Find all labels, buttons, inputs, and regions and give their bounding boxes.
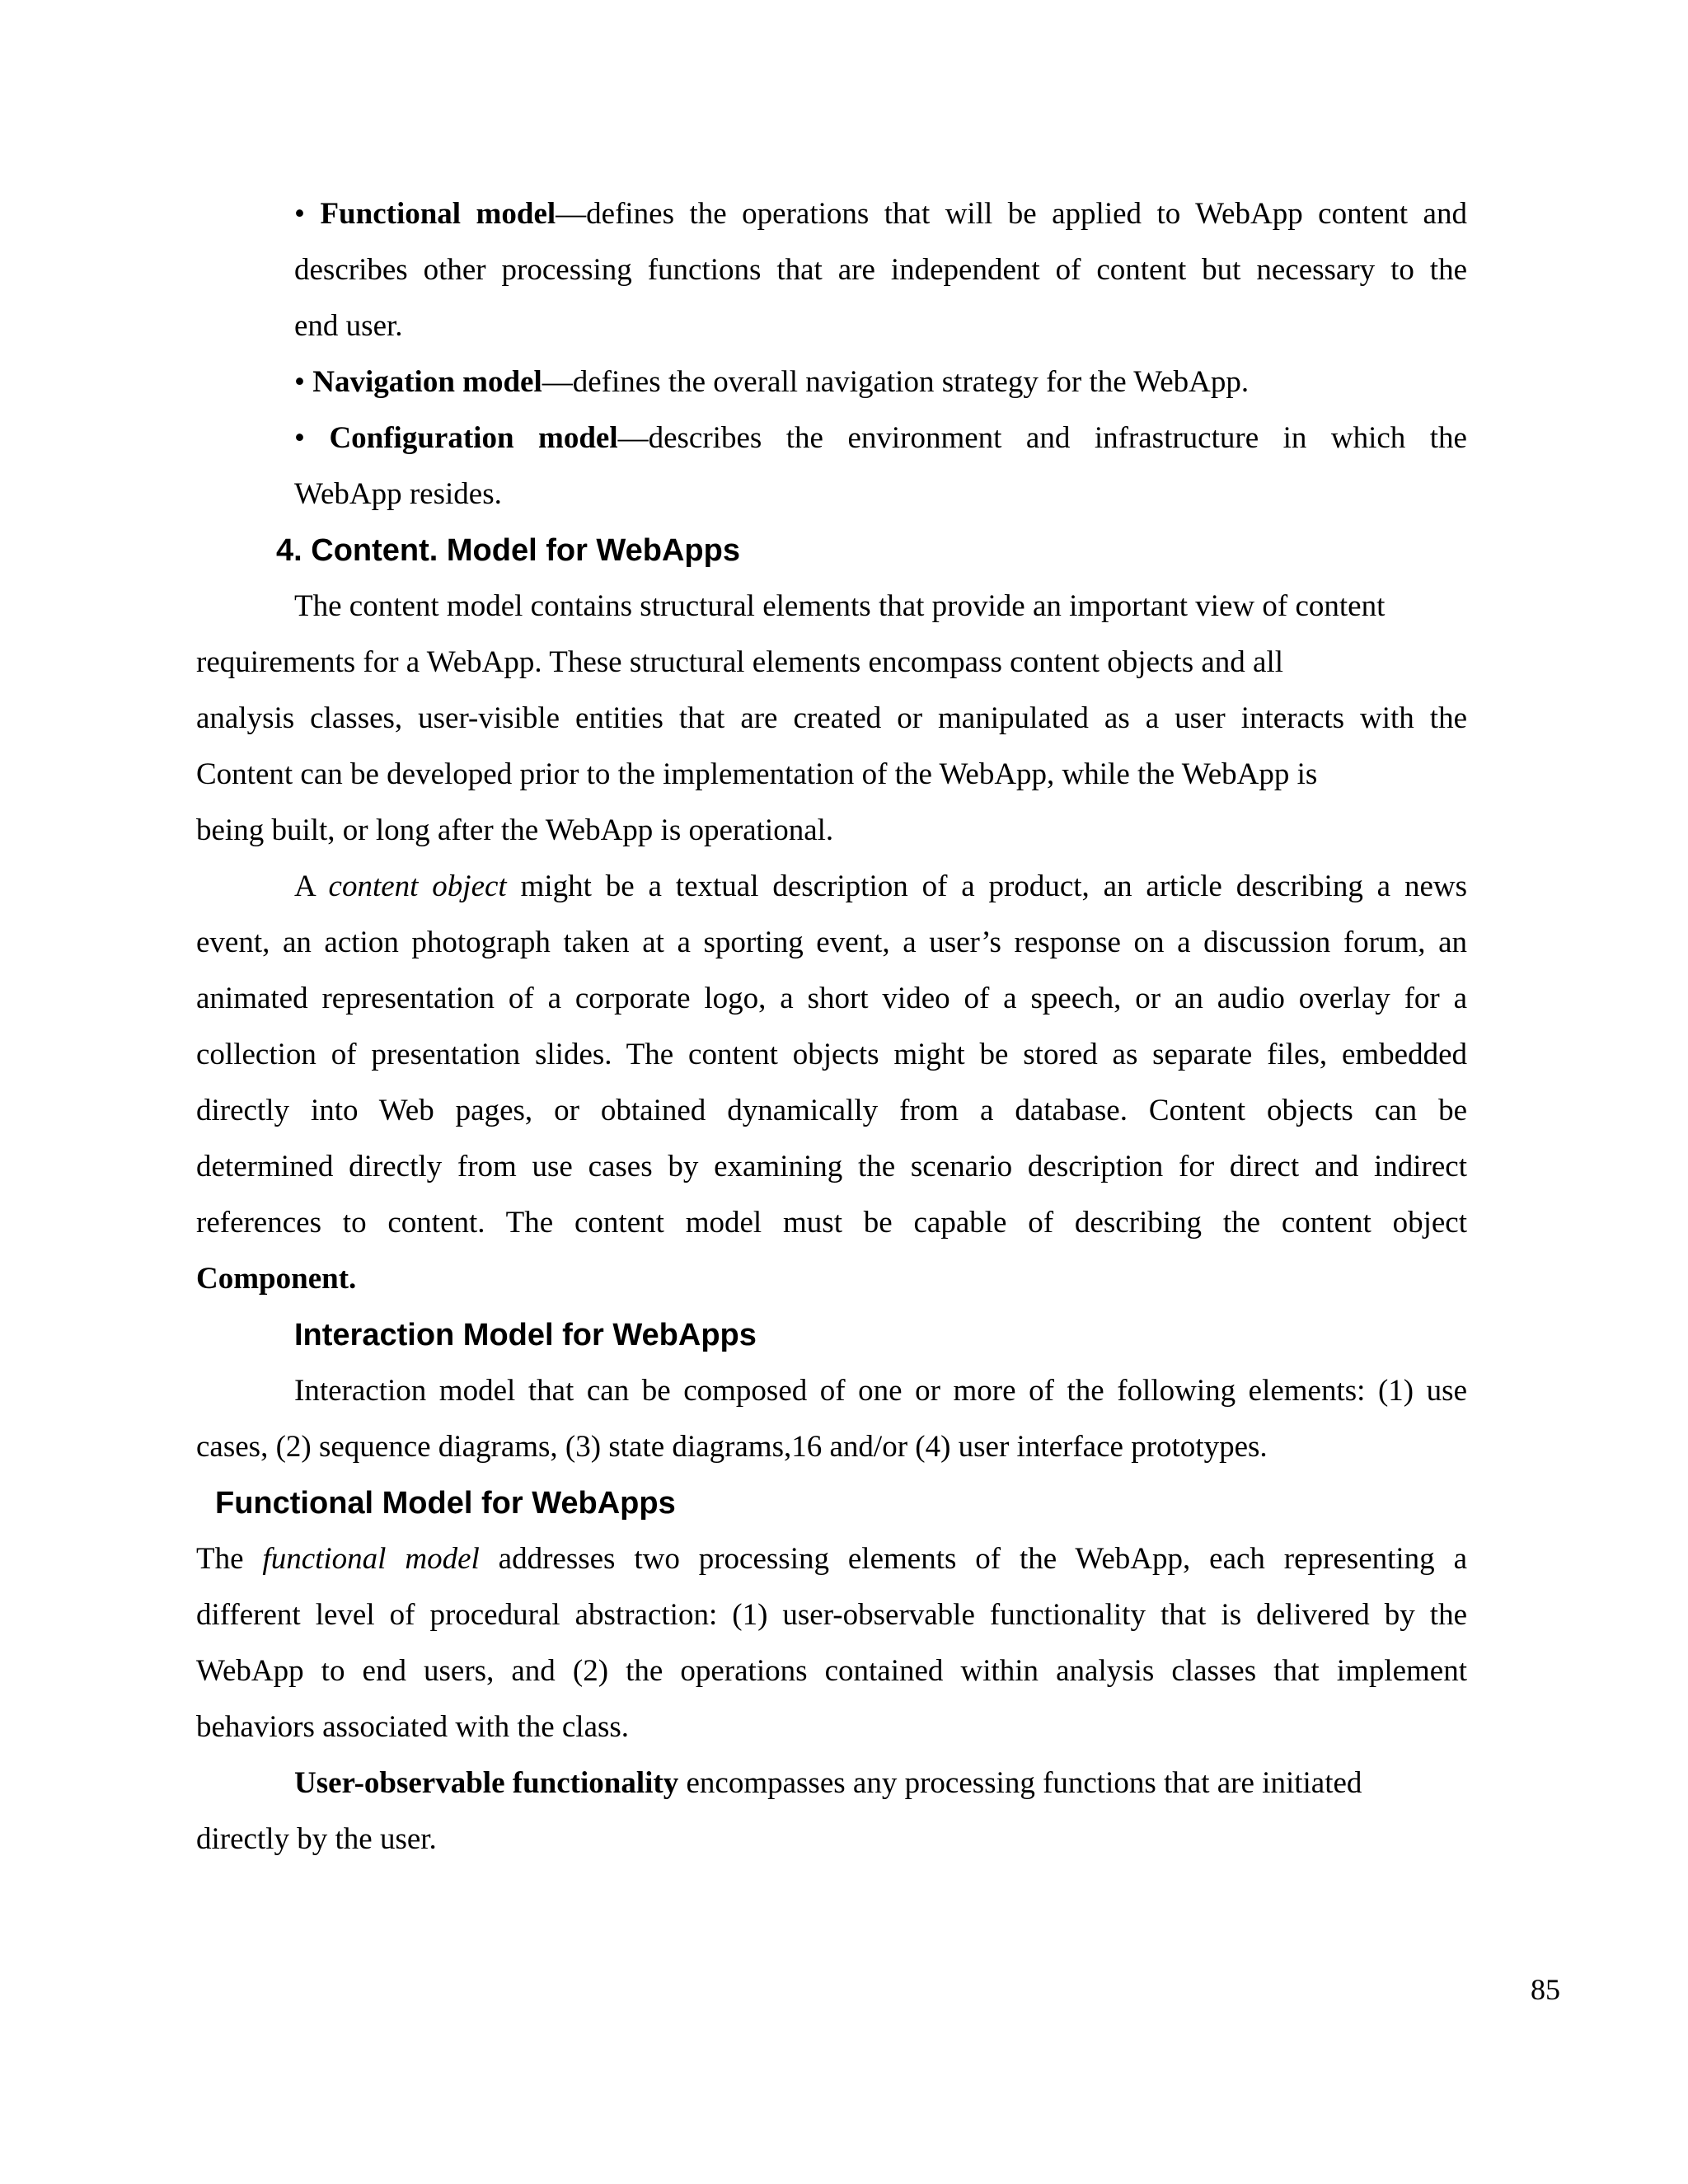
- paragraph-line: event, an action photograph taken at a sporting event, a user’s response on a discussion forum, an: [196, 926, 1467, 959]
- heading-interaction-model: Interaction Model for WebApps: [294, 1318, 757, 1352]
- paragraph-line: different level of procedural abstraction: (1) user-observable functionality that is delivered by the: [196, 1598, 1467, 1632]
- bullet-text: —defines the overall navigation strategy for the WebApp.: [542, 365, 1250, 399]
- paragraph-line: [196, 1261, 356, 1297]
- paragraph-text: The: [196, 1542, 263, 1576]
- bullet-configuration-model: • Configuration model—describes the environment and infrastructure in which the: [294, 421, 1467, 455]
- paragraph-line: WebApp to end users, and (2) the operations contained within analysis classes that implement: [196, 1654, 1467, 1688]
- term-functional-model-italic: functional model: [262, 1542, 480, 1576]
- paragraph-line: [196, 1541, 1467, 1577]
- term-navigation-model: Navigation model: [312, 365, 542, 399]
- paragraph-line: cases, (2) sequence diagrams, (3) state diagrams,16 and/or (4) user interface prototypes.: [196, 1430, 1268, 1464]
- heading-functional-model: Functional Model for WebApps: [215, 1486, 676, 1521]
- bullet-navigation-model: • Navigation model—defines the overall navigation strategy for the WebApp.: [294, 365, 1250, 399]
- bullet-functional-line3: end user.: [294, 309, 403, 343]
- paragraph-text: might be a textual description of a product, an article describing a news: [506, 869, 1467, 903]
- paragraph-line: behaviors associated with the class.: [196, 1710, 630, 1744]
- paragraph-line: The content model contains structural elements that provide an important view of content: [294, 589, 1386, 623]
- bullet-configuration-line2: WebApp resides.: [294, 477, 502, 511]
- bullet-functional-line2: describes other processing functions that are independent of content but necessary to the: [294, 253, 1467, 287]
- paragraph-line: [294, 1765, 1362, 1802]
- paragraph-line: being built, or long after the WebApp is operational.: [196, 813, 834, 847]
- paragraph-line: determined directly from use cases by examining the scenario description for direct and indirect: [196, 1150, 1467, 1183]
- paragraph-line: [294, 869, 1467, 905]
- term-user-observable-functionality: User-observable functionality: [294, 1766, 679, 1800]
- heading-content-model: 4. Content. Model for WebApps: [276, 533, 740, 568]
- paragraph-line: Interaction model that can be composed of one or more of the following elements: (1) use: [294, 1374, 1467, 1408]
- paragraph-line: animated representation of a corporate logo, a short video of a speech, or an audio overlay for a: [196, 982, 1467, 1015]
- paragraph-line: directly into Web pages, or obtained dynamically from a database. Content objects can be: [196, 1094, 1467, 1127]
- paragraph-text: A: [294, 869, 329, 903]
- paragraph-text: encompasses any processing functions that are initiated: [678, 1766, 1362, 1800]
- paragraph-text: addresses two processing elements of the WebApp, each representing a: [479, 1542, 1467, 1576]
- term-configuration-model: Configuration model: [329, 421, 618, 455]
- paragraph-line: references to content. The content model must be capable of describing the content object: [196, 1206, 1467, 1240]
- bullet-functional-model: • Functional model—defines the operations that will be applied to WebApp content and: [294, 197, 1467, 231]
- page-number: 85: [1531, 1973, 1560, 2006]
- paragraph-line: analysis classes, user-visible entities that are created or manipulated as a user interacts with the: [196, 701, 1467, 735]
- paragraph-line: directly by the user.: [196, 1822, 437, 1856]
- paragraph-line: collection of presentation slides. The content objects might be stored as separate files, embedded: [196, 1038, 1467, 1071]
- bullet-text: —describes the environment and infrastructure in which the: [617, 421, 1467, 455]
- term-content-object: content object: [328, 869, 507, 903]
- paragraph-line: requirements for a WebApp. These structural elements encompass content objects and all: [196, 645, 1284, 679]
- bullet-text: —defines the operations that will be applied to WebApp content and: [556, 197, 1467, 231]
- term-component: Component.: [196, 1262, 357, 1296]
- paragraph-line: Content can be developed prior to the implementation of the WebApp, while the WebApp is: [196, 757, 1318, 791]
- term-functional-model: Functional model: [320, 197, 556, 231]
